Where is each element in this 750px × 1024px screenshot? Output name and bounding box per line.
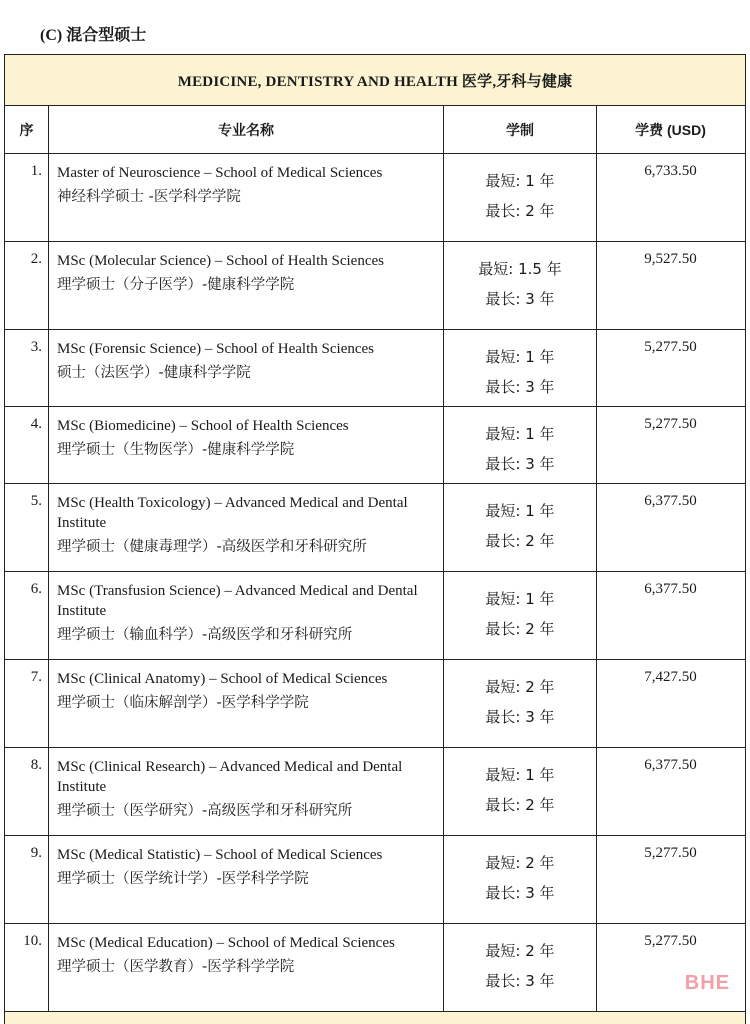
table-row bbox=[5, 154, 745, 242]
programme-name-cn: 理学硕士（健康毒理学）-高级医学和牙科研究所 bbox=[57, 539, 367, 555]
programme-table bbox=[4, 54, 746, 1024]
duration-min: 最短: 1 年 bbox=[485, 172, 555, 190]
programme-name-cn: 理学硕士（生物医学）-健康科学学院 bbox=[57, 442, 295, 458]
row-fee: 6,377.50 bbox=[644, 581, 697, 597]
duration-min: 最短: 1.5 年 bbox=[478, 260, 562, 278]
row-fee: 6,733.50 bbox=[644, 163, 697, 179]
duration-min: 最短: 2 年 bbox=[485, 942, 555, 960]
programme-name-en: MSc (Clinical Research) – Advanced Medical and Dental Institute bbox=[57, 759, 403, 795]
row-duration bbox=[444, 660, 597, 747]
row-duration bbox=[444, 407, 597, 483]
row-fee: 5,277.50 bbox=[644, 845, 697, 861]
table-caption: MEDICINE, DENTISTRY AND HEALTH 医学,牙科与健康 bbox=[5, 55, 745, 106]
row-name bbox=[49, 836, 444, 923]
programme-name-cn: 理学硕士（输血科学）-高级医学和牙科研究所 bbox=[57, 627, 353, 643]
row-name bbox=[49, 924, 444, 1011]
brand-watermark: BHE bbox=[684, 972, 730, 994]
duration-max: 最长: 3 年 bbox=[485, 290, 555, 308]
duration-max: 最长: 2 年 bbox=[485, 620, 555, 638]
programme-name-en: Master of Neuroscience – School of Medical Sciences bbox=[57, 165, 383, 181]
duration-max: 最长: 3 年 bbox=[485, 378, 555, 396]
row-duration bbox=[444, 748, 597, 835]
row-name bbox=[49, 572, 444, 659]
header-fee: 学费 (USD) bbox=[635, 121, 706, 138]
table-row bbox=[5, 484, 745, 572]
programme-name-en: MSc (Clinical Anatomy) – School of Medical Sciences bbox=[57, 671, 388, 687]
programme-name-cn: 理学硕士（医学统计学）-医学科学学院 bbox=[57, 871, 309, 887]
table-row bbox=[5, 748, 745, 836]
section-title: (C) 混合型硕士 bbox=[40, 27, 147, 44]
table-row bbox=[5, 924, 745, 1012]
row-no: 7. bbox=[5, 660, 49, 747]
row-no: 5. bbox=[5, 484, 49, 571]
table-row bbox=[5, 242, 745, 330]
programme-name-cn: 理学硕士（医学教育）-医学科学学院 bbox=[57, 959, 295, 975]
duration-min: 最短: 1 年 bbox=[485, 590, 555, 608]
duration-min: 最短: 1 年 bbox=[485, 425, 555, 443]
programme-name-en: MSc (Biomedicine) – School of Health Sciences bbox=[57, 418, 349, 434]
row-fee: 7,427.50 bbox=[644, 669, 697, 685]
programme-name-en: MSc (Forensic Science) – School of Health Sciences bbox=[57, 341, 374, 357]
duration-max: 最长: 2 年 bbox=[485, 532, 555, 550]
programme-name-cn: 理学硕士（分子医学）-健康科学学院 bbox=[57, 277, 295, 293]
programme-name-en: MSc (Health Toxicology) – Advanced Medical and Dental Institute bbox=[57, 495, 408, 531]
programme-name-en: MSc (Transfusion Science) – Advanced Medical and Dental Institute bbox=[57, 583, 418, 619]
programme-name-cn: 神经科学硕士 -医学科学学院 bbox=[57, 189, 241, 205]
duration-min: 最短: 2 年 bbox=[485, 678, 555, 696]
row-fee: 5,277.50 bbox=[644, 416, 697, 432]
row-name bbox=[49, 154, 444, 241]
row-name bbox=[49, 407, 444, 483]
row-duration bbox=[444, 330, 597, 406]
row-name bbox=[49, 330, 444, 406]
duration-max: 最长: 3 年 bbox=[485, 455, 555, 473]
row-duration bbox=[444, 484, 597, 571]
row-fee: 5,277.50 bbox=[644, 933, 697, 949]
header-name: 专业名称 bbox=[49, 106, 444, 153]
table-row bbox=[5, 407, 745, 484]
duration-min: 最短: 1 年 bbox=[485, 502, 555, 520]
duration-min: 最短: 2 年 bbox=[485, 854, 555, 872]
programme-name-en: MSc (Medical Statistic) – School of Medical Sciences bbox=[57, 847, 383, 863]
duration-max: 最长: 3 年 bbox=[485, 972, 555, 990]
table-row bbox=[5, 660, 745, 748]
row-fee: 9,527.50 bbox=[644, 251, 697, 267]
duration-min: 最短: 1 年 bbox=[485, 766, 555, 784]
row-duration bbox=[444, 836, 597, 923]
row-fee: 6,377.50 bbox=[644, 493, 697, 509]
row-fee: 6,377.50 bbox=[644, 757, 697, 773]
row-duration bbox=[444, 242, 597, 329]
programme-name-en: MSc (Molecular Science) – School of Health Sciences bbox=[57, 253, 384, 269]
header-no: 序 bbox=[5, 106, 49, 153]
row-no: 3. bbox=[5, 330, 49, 406]
row-name bbox=[49, 660, 444, 747]
row-duration bbox=[444, 924, 597, 1011]
row-name bbox=[49, 242, 444, 329]
programme-name-cn: 硕士（法医学）-健康科学学院 bbox=[57, 365, 251, 381]
row-no: 10. bbox=[5, 924, 49, 1011]
header-duration: 学制 bbox=[444, 106, 597, 153]
row-name bbox=[49, 748, 444, 835]
programme-name-en: MSc (Medical Education) – School of Medical Sciences bbox=[57, 935, 395, 951]
row-no: 4. bbox=[5, 407, 49, 483]
row-no: 8. bbox=[5, 748, 49, 835]
table-row bbox=[5, 572, 745, 660]
row-duration bbox=[444, 154, 597, 241]
duration-max: 最长: 3 年 bbox=[485, 884, 555, 902]
duration-max: 最长: 3 年 bbox=[485, 708, 555, 726]
programme-name-cn: 理学硕士（临床解剖学）-医学科学学院 bbox=[57, 695, 309, 711]
row-no: 2. bbox=[5, 242, 49, 329]
row-name bbox=[49, 484, 444, 571]
table-footer-strip bbox=[5, 1012, 745, 1024]
table-row bbox=[5, 330, 745, 407]
duration-min: 最短: 1 年 bbox=[485, 348, 555, 366]
row-no: 6. bbox=[5, 572, 49, 659]
row-fee: 5,277.50 bbox=[644, 339, 697, 355]
row-no: 9. bbox=[5, 836, 49, 923]
duration-max: 最长: 2 年 bbox=[485, 796, 555, 814]
programme-name-cn: 理学硕士（医学研究）-高级医学和牙科研究所 bbox=[57, 803, 353, 819]
row-no: 1. bbox=[5, 154, 49, 241]
table-header-row bbox=[5, 106, 745, 154]
table-row bbox=[5, 836, 745, 924]
row-duration bbox=[444, 572, 597, 659]
duration-max: 最长: 2 年 bbox=[485, 202, 555, 220]
